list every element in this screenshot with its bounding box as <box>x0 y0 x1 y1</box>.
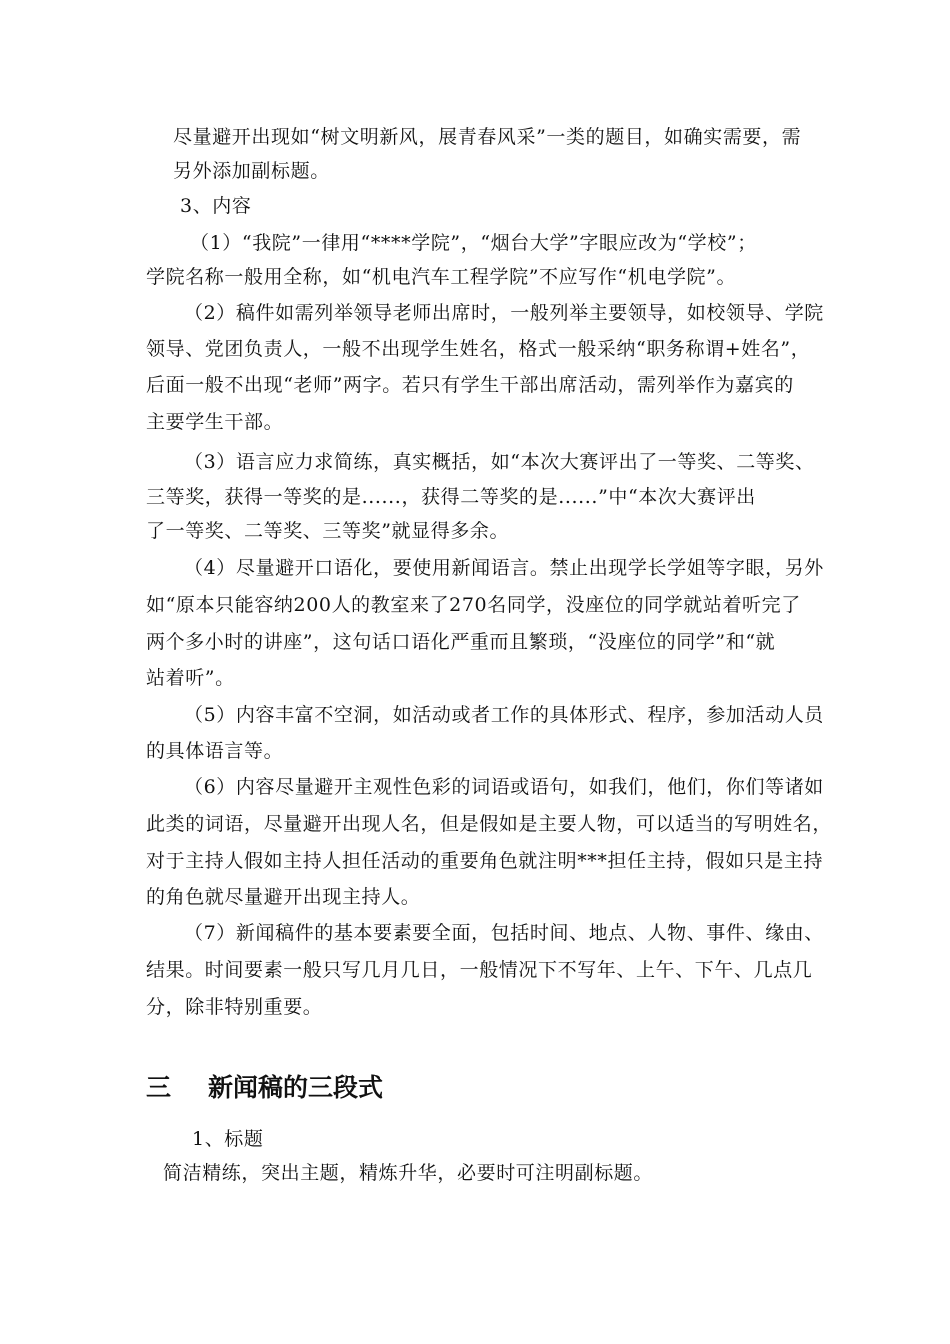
paragraph-line: （4）尽量避开口语化，要使用新闻语言。禁止出现学长学姐等字眼，另外 <box>184 557 824 579</box>
paragraph-line: 结果。时间要素一般只写几月几日，一般情况下不写年、上午、下午、几点几 <box>146 959 813 981</box>
paragraph-line: 三等奖，获得一等奖的是......，获得二等奖的是......”中“本次大赛评出 <box>146 486 756 508</box>
intro-line: 另外添加副标题。 <box>173 160 330 182</box>
paragraph-line: 领导、党团负责人，一般不出现学生姓名，格式一般采纳“职务称谓+姓名”， <box>146 338 811 360</box>
section-heading-text: 新闻稿的三段式 <box>208 1073 384 1102</box>
paragraph-line: 了一等奖、二等奖、三等奖”就显得多余。 <box>146 520 510 542</box>
section-heading <box>146 1071 383 1105</box>
intro-line: 尽量避开出现如“树文明新风，展青春风采”一类的题目，如确实需要，需 <box>173 126 802 148</box>
paragraph-line: 主要学生干部。 <box>146 411 284 433</box>
paragraph-line: （7）新闻稿件的基本要素要全面，包括时间、地点、人物、事件、缘由、 <box>184 922 824 944</box>
paragraph-line: 学院名称一般用全称，如“机电汽车工程学院”不应写作“机电学院”。 <box>146 266 737 288</box>
paragraph-line: 分，除非特别重要。 <box>146 996 323 1018</box>
paragraph-line: 如“原本只能容纳200人的教室来了270名同学，没座位的同学就站着听完了 <box>146 594 801 616</box>
paragraph-line: 后面一般不出现“老师”两字。若只有学生干部出席活动，需列举作为嘉宾的 <box>146 374 794 396</box>
paragraph-line: （1）“我院”一律用“****学院”，“烟台大学”字眼应改为“学校”； <box>190 232 757 254</box>
subsection-text: 简洁精练，突出主题，精炼升华，必要时可注明副标题。 <box>163 1162 654 1184</box>
paragraph-line: （5）内容丰富不空洞，如活动或者工作的具体形式、程序，参加活动人员 <box>184 704 824 726</box>
paragraph-line: 的角色就尽量避开出现主持人。 <box>146 886 421 908</box>
paragraph-line: 此类的词语，尽量避开出现人名，但是假如是主要人物，可以适当的写明姓名， <box>146 813 833 835</box>
section-title: 3、内容 <box>180 195 252 217</box>
paragraph-line: （2）稿件如需列举领导老师出席时，一般列举主要领导，如校领导、学院 <box>184 302 824 324</box>
section-heading-number: 三 <box>146 1073 172 1102</box>
paragraph-line: （6）内容尽量避开主观性色彩的词语或语句，如我们，他们，你们等诸如 <box>184 776 824 798</box>
paragraph-line: （3）语言应力求简练，真实概括，如“本次大赛评出了一等奖、二等奖、 <box>184 451 815 473</box>
paragraph-line: 两个多小时的讲座”，这句话口语化严重而且繁琐，“没座位的同学”和“就 <box>146 631 776 653</box>
paragraph-line: 站着听”。 <box>146 667 235 689</box>
paragraph-line: 的具体语言等。 <box>146 740 284 762</box>
paragraph-line: 对于主持人假如主持人担任活动的重要角色就注明***担任主持，假如只是主持 <box>146 850 824 872</box>
subsection-title: 1、标题 <box>192 1128 264 1150</box>
